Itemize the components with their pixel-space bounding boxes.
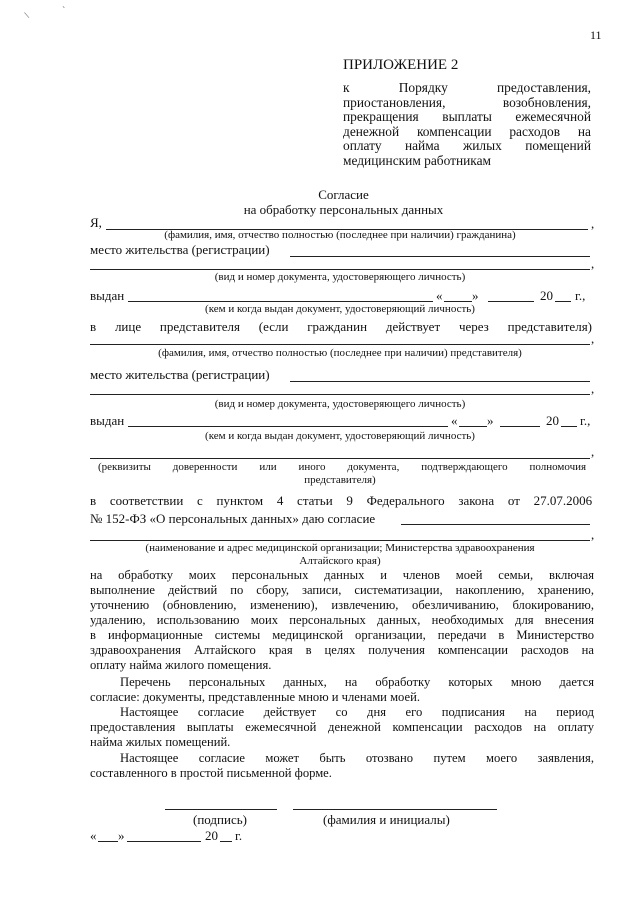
- residence-label: место жительства (регистрации): [90, 242, 270, 257]
- date-year-field[interactable]: [220, 841, 232, 842]
- comma: ,: [591, 381, 595, 396]
- issued-label: выдан: [90, 288, 125, 303]
- page-number: 11: [590, 28, 602, 42]
- issued-day-field[interactable]: [444, 301, 472, 302]
- validity-paragraph: Настоящее согласие действует со дня его подписания на период предоставления выплаты ежемесячной денежной компенсации расходов на оплату найма жилых помещений.: [90, 705, 594, 749]
- rep-issued-day-field[interactable]: [459, 426, 487, 427]
- appendix-title: ПРИЛОЖЕНИЕ 2: [343, 57, 459, 73]
- doc-title: Согласие: [318, 187, 369, 202]
- hint-issued-rep: (кем и когда выдан документ, удостоверяющий личность): [205, 430, 475, 442]
- power-of-attorney-field[interactable]: [90, 458, 590, 459]
- quote-close: »: [472, 288, 479, 303]
- data-list-paragraph: Перечень персональных данных, на обработку которых мною дается согласие: документы, представленные мною и членами моей.: [90, 675, 594, 704]
- hint-doc: (вид и номер документа, удостоверяющего личность): [214, 271, 466, 283]
- rep-residence-field-2[interactable]: [90, 394, 590, 395]
- date-month-field[interactable]: [127, 841, 201, 842]
- appendix-subtitle: к Порядку предоставления, приостановления, возобновления, прекращения выплаты ежемесячной денежной компенсации расходов на оплату найма жилых помещений медицинским работникам: [343, 80, 591, 168]
- scan-mark: /: [21, 11, 33, 20]
- year-prefix: 20: [546, 413, 559, 428]
- date-quote-open: «: [90, 828, 97, 843]
- date-year-prefix: 20: [205, 828, 218, 843]
- comma: ,: [591, 331, 595, 346]
- rep-issued-month-field[interactable]: [500, 426, 540, 427]
- rep-residence-field[interactable]: [290, 381, 590, 382]
- residence-field-2[interactable]: [90, 269, 590, 270]
- quote-open: «: [436, 288, 443, 303]
- hint-power-line1: (реквизиты доверенности или иного документа, подтверждающего полномочия: [98, 461, 587, 473]
- rep-issued-label: выдан: [90, 413, 125, 428]
- name-initials-field[interactable]: [293, 809, 497, 810]
- hint-power-line2: представителя): [304, 474, 376, 486]
- comma: ,: [591, 527, 595, 542]
- quote-open: «: [451, 413, 458, 428]
- consent-paragraph: на обработку моих персональных данных и членов моей семьи, включая выполнение действий по сбору, записи, систематизации, накоплению, хранению, уточнению (обновлению, изменению), извлечению, обезличиванию, блокированию, удалению, использованию моих персональных данных, необходимых для внесения в информационные системы медицинской организации, передачи в Министерство здравоохранения Алтайского края в целях получения компенсации расходов на оплату найма жилого помещения.: [90, 568, 594, 672]
- hint-fio-rep: (фамилия, имя, отчество полностью (последнее при наличии) представителя): [158, 347, 522, 359]
- year-prefix: 20: [540, 288, 553, 303]
- representative-line: в лице представителя (если гражданин действует через представителя): [90, 319, 593, 334]
- rep-fio-field[interactable]: [90, 344, 590, 345]
- law-line: № 152-ФЗ «О персональных данных» даю согласие: [90, 511, 376, 526]
- scan-mark: `: [62, 6, 66, 17]
- comma: ,: [591, 256, 595, 271]
- rep-issued-year-field[interactable]: [561, 426, 577, 427]
- hint-issued: (кем и когда выдан документ, удостоверяющий личность): [205, 303, 475, 315]
- issued-by-field[interactable]: [128, 301, 433, 302]
- doc-subtitle: на обработку персональных данных: [243, 202, 444, 217]
- issued-month-field[interactable]: [488, 301, 534, 302]
- residence-field[interactable]: [290, 256, 590, 257]
- date-quote-close: »: [118, 828, 125, 843]
- year-suffix: г.,: [575, 288, 586, 303]
- date-day-field[interactable]: [98, 841, 118, 842]
- hint-org-line2: Алтайского края): [299, 555, 381, 567]
- signature-hint: (подпись): [193, 812, 247, 827]
- hint-doc-rep: (вид и номер документа, удостоверяющего личность): [214, 398, 466, 410]
- hint-org-line1: (наименование и адрес медицинской организации; Министерства здравоохранения: [145, 542, 535, 554]
- revocation-paragraph: Настоящее согласие может быть отозвано путем моего заявления, составленного в простой письменной форме.: [90, 751, 594, 780]
- issued-year-field[interactable]: [555, 301, 571, 302]
- consent-org-field[interactable]: [401, 524, 590, 525]
- comma: ,: [591, 216, 595, 231]
- hint-fio: (фамилия, имя, отчество полностью (последнее при наличии) гражданина): [164, 229, 516, 241]
- consent-org-field-2[interactable]: [90, 540, 590, 541]
- rep-issued-by-field[interactable]: [128, 426, 448, 427]
- name-initials-hint: (фамилия и инициалы): [323, 812, 450, 827]
- accordance-line: в соответствии с пунктом 4 статьи 9 Федерального закона от 27.07.2006: [90, 493, 593, 508]
- year-suffix: г.,: [580, 413, 591, 428]
- quote-close: »: [487, 413, 494, 428]
- signature-field[interactable]: [165, 809, 277, 810]
- i-label: Я,: [90, 215, 102, 230]
- comma: ,: [591, 444, 595, 459]
- rep-residence-label: место жительства (регистрации): [90, 367, 270, 382]
- date-year-suffix: г.: [235, 828, 243, 843]
